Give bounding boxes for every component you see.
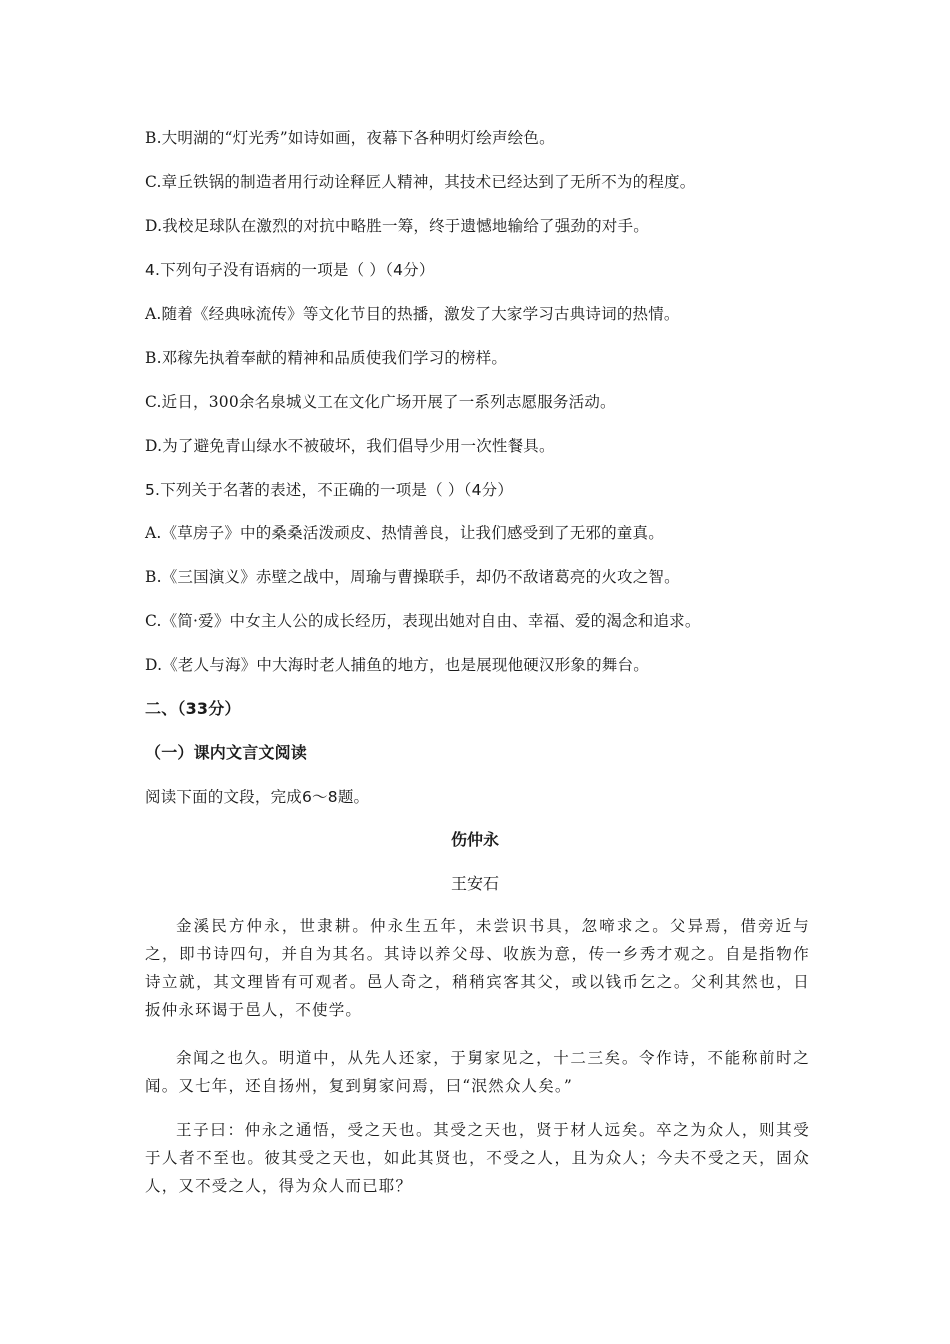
- q4-stem: 4.下列句子没有语病的一项是（ ）（4分）: [145, 261, 435, 279]
- sub-section-heading: （一）课内文言文阅读: [145, 743, 308, 762]
- q4-option-b: B.邓稼先执着奉献的精神和品质使我们学习的榜样。: [145, 349, 508, 367]
- q5-stem: 5.下列关于名著的表述，不正确的一项是（ ）（4分）: [145, 481, 514, 499]
- q4-option-a: A.随着《经典咏流传》等文化节目的热播，激发了大家学习古典诗词的热情。: [145, 305, 680, 323]
- section-heading: 二、（33分）: [145, 699, 241, 718]
- q4-option-c: C.近日，300余名泉城义工在文化广场开展了一系列志愿服务活动。: [145, 393, 616, 411]
- passage-title: 伤仲永: [450, 830, 499, 849]
- q3-option-b: B.大明湖的“灯光秀”如诗如画，夜幕下各种明灯绘声绘色。: [145, 129, 555, 147]
- q5-option-d: D.《老人与海》中大海时老人捕鱼的地方，也是展现他硬汉形象的舞台。: [145, 656, 649, 674]
- q3-option-c: C.章丘铁锅的制造者用行动诠释匠人精神，其技术已经达到了无所不为的程度。: [145, 173, 696, 191]
- reading-instruction: 阅读下面的文段，完成6～8题。: [145, 788, 370, 806]
- passage-paragraph-3: 王子曰：仲永之通悟，受之天也。其受之天也，贤于材人远矣。卒之为众人，则其受于人者不至也。彼其受之天也，如此其贤也，不受之人，且为众人；今夫不受之天，固众人，又不受之人，得为众人而已耶？: [145, 1121, 810, 1195]
- q4-option-d: D.为了避免青山绿水不被破坏，我们倡导少用一次性餐具。: [145, 437, 555, 455]
- passage-paragraph-1: 金溪民方仲永，世隶耕。仲永生五年，未尝识书具，忽啼求之。父异焉，借旁近与之，即书诗四句，并自为其名。其诗以养父母、收族为意，传一乡秀才观之。自是指物作诗立就，其文理皆有可观者。邑人奇之，稍稍宾客其父，或以钱币乞之。父利其然也，日扳仲永环谒于邑人，不使学。: [145, 917, 810, 1019]
- passage-author: 王安石: [450, 874, 499, 893]
- q3-option-d: D.我校足球队在激烈的对抗中略胜一筹，终于遗憾地输给了强劲的对手。: [145, 217, 649, 235]
- q5-option-b: B.《三国演义》赤壁之战中，周瑜与曹操联手，却仍不敌诸葛亮的火攻之智。: [145, 568, 680, 586]
- q5-option-c: C.《简·爱》中女主人公的成长经历，表现出她对自由、幸福、爱的渴念和追求。: [145, 612, 701, 630]
- passage-paragraph-2: 余闻之也久。明道中，从先人还家，于舅家见之，十二三矣。令作诗，不能称前时之闻。又七年，还自扬州，复到舅家问焉，曰“泯然众人矣。”: [145, 1049, 810, 1095]
- q5-option-a: A.《草房子》中的桑桑活泼顽皮、热情善良，让我们感受到了无邪的童真。: [145, 524, 664, 542]
